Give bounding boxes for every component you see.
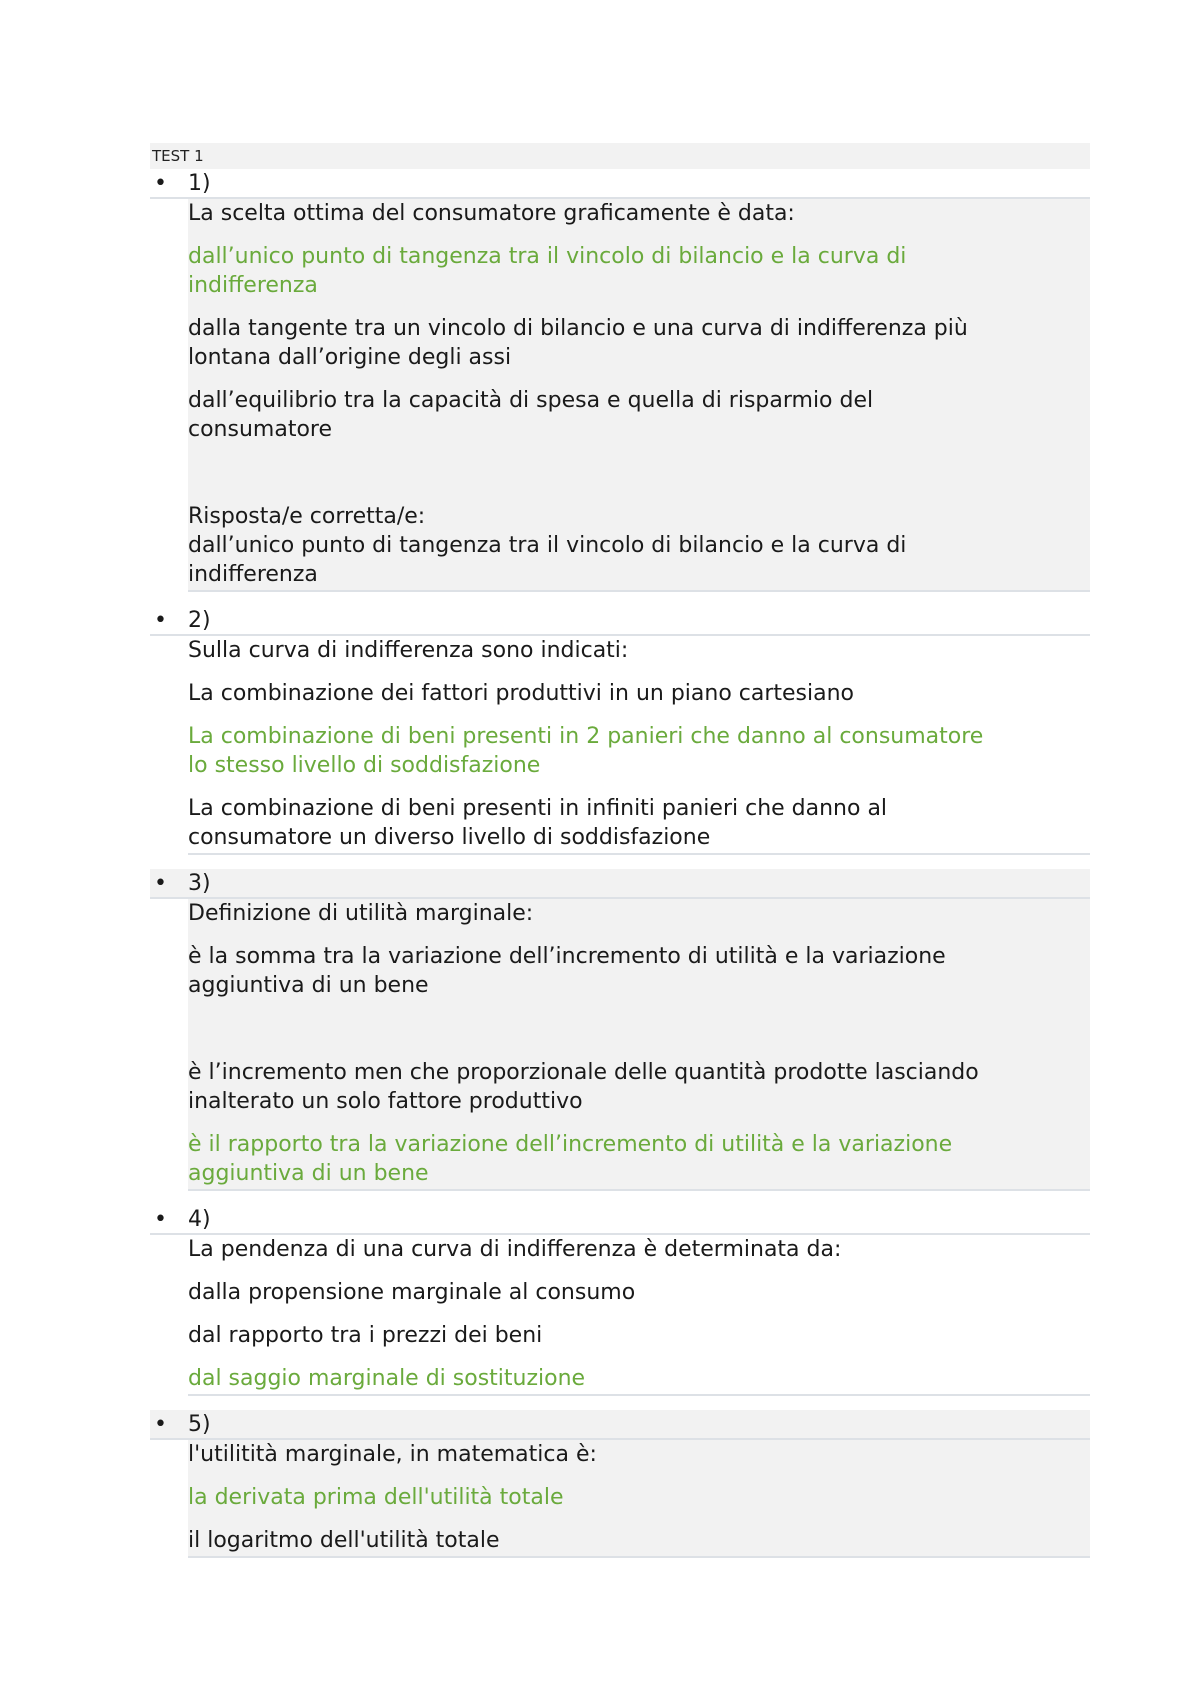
question-text: Sulla curva di indifferenza sono indicati: [188, 638, 629, 663]
option-line: dall’unico punto di tangenza tra il vincolo di bilancio e la curva di [188, 244, 907, 269]
question-2-header [150, 606, 1090, 636]
question-text: l'utilitità marginale, in matematica è: [188, 1442, 597, 1467]
option-line: indifferenza [188, 273, 318, 298]
option-line: La combinazione di beni presenti in infiniti panieri che danno al [188, 796, 888, 821]
question-1 [150, 169, 1090, 592]
test-title: TEST 1 [150, 143, 1090, 169]
option-line: il logaritmo dell'utilità totale [188, 1528, 500, 1553]
option-line: lontana dall’origine degli assi [188, 345, 512, 370]
option [188, 942, 1090, 1000]
option [188, 1321, 1090, 1350]
bullet: • [154, 1207, 167, 1232]
option-line: è la somma tra la variazione dell’incremento di utilità e la variazione [188, 944, 946, 969]
question-4-header [150, 1205, 1090, 1235]
option-line: aggiuntiva di un bene [188, 973, 429, 998]
bullet: • [154, 608, 167, 633]
option-line: dal saggio marginale di sostituzione [188, 1366, 586, 1391]
bullet: • [154, 871, 167, 896]
option-line: La combinazione di beni presenti in 2 panieri che danno al consumatore [188, 724, 984, 749]
option [188, 1526, 1090, 1555]
option-line: lo stesso livello di soddisfazione [188, 753, 541, 778]
option-line: dal rapporto tra i prezzi dei beni [188, 1323, 543, 1348]
option [188, 679, 1090, 708]
question-number: 3) [188, 871, 211, 896]
question-text: Definizione di utilità marginale: [188, 901, 534, 926]
option [188, 1278, 1090, 1307]
option-line: La combinazione dei fattori produttivi in un piano cartesiano [188, 681, 855, 706]
answer-label: Risposta/e corretta/e: [188, 504, 426, 529]
question-5 [150, 1410, 1090, 1558]
question-4 [150, 1205, 1090, 1396]
option-line: consumatore un diverso livello di soddisfazione [188, 825, 711, 850]
question-2-body [188, 636, 1090, 855]
option-line: dall’equilibrio tra la capacità di spesa e quella di risparmio del [188, 388, 874, 413]
question-1-body [188, 199, 1090, 592]
bullet: • [154, 171, 167, 196]
question-number: 5) [188, 1412, 211, 1437]
option-line: inalterato un solo fattore produttivo [188, 1089, 583, 1114]
answer-text: indifferenza [188, 562, 318, 587]
option [188, 1058, 1090, 1116]
bullet: • [154, 1412, 167, 1437]
question-text: La pendenza di una curva di indifferenza è determinata da: [188, 1237, 842, 1262]
option [188, 314, 1090, 372]
option [188, 794, 1090, 852]
option-correct [188, 242, 1090, 300]
option-line: aggiuntiva di un bene [188, 1161, 429, 1186]
option-correct [188, 1130, 1090, 1188]
question-number: 2) [188, 608, 211, 633]
question-1-header [150, 169, 1090, 199]
option-correct [188, 1483, 1090, 1512]
question-5-body [188, 1440, 1090, 1558]
answer-text: dall’unico punto di tangenza tra il vincolo di bilancio e la curva di [188, 533, 907, 558]
question-text: La scelta ottima del consumatore graficamente è data: [188, 201, 795, 226]
option-correct [188, 1364, 1090, 1393]
question-number: 4) [188, 1207, 211, 1232]
document [150, 143, 1090, 1572]
option-line: dalla tangente tra un vincolo di bilancio e una curva di indifferenza più [188, 316, 968, 341]
option-line: è il rapporto tra la variazione dell’incremento di utilità e la variazione [188, 1132, 953, 1157]
option-line: consumatore [188, 417, 332, 442]
question-number: 1) [188, 171, 211, 196]
option-line: è l’incremento men che proporzionale delle quantità prodotte lasciando [188, 1060, 979, 1085]
option [188, 386, 1090, 444]
question-2 [150, 606, 1090, 855]
question-4-body [188, 1235, 1090, 1396]
question-3 [150, 869, 1090, 1191]
option-line: la derivata prima dell'utilità totale [188, 1485, 564, 1510]
question-5-header [150, 1410, 1090, 1440]
question-3-header [150, 869, 1090, 899]
question-3-body [188, 899, 1090, 1191]
option-correct [188, 722, 1090, 780]
option-line: dalla propensione marginale al consumo [188, 1280, 636, 1305]
